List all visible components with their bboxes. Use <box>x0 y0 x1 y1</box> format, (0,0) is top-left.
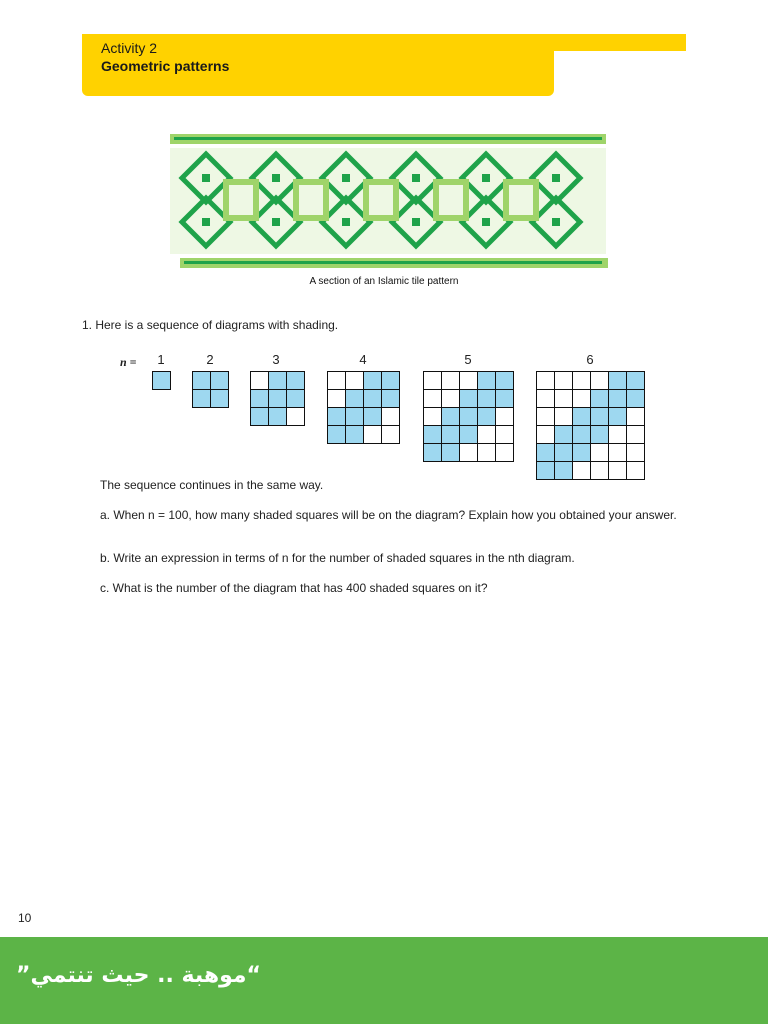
question-text: 1. Here is a sequence of diagrams with shading. <box>82 318 339 332</box>
shaded-square <box>250 389 269 408</box>
shaded-square <box>423 443 442 462</box>
part-c-text: c. What is the number of the diagram that has 400 shaded squares on it? <box>100 581 488 595</box>
unshaded-square <box>363 425 382 444</box>
shaded-square <box>381 371 400 390</box>
unshaded-square <box>381 425 400 444</box>
shaded-square <box>572 407 591 426</box>
n-label-text: n = <box>120 355 137 369</box>
activity-label: Activity 2 <box>101 40 158 56</box>
shaded-square <box>459 389 478 408</box>
part-a-text: a. When n = 100, how many shaded squares will be on the diagram? Explain how you obtained your answer. <box>100 508 677 522</box>
unshaded-square <box>423 389 442 408</box>
shaded-square <box>608 407 627 426</box>
shaded-square <box>459 407 478 426</box>
shaded-square <box>495 371 514 390</box>
unshaded-square <box>345 371 364 390</box>
unshaded-square <box>495 407 514 426</box>
unshaded-square <box>554 389 573 408</box>
unshaded-square <box>554 371 573 390</box>
shaded-square <box>286 389 305 408</box>
shaded-square <box>363 371 382 390</box>
unshaded-square <box>608 425 627 444</box>
shaded-square <box>477 371 496 390</box>
unshaded-square <box>477 443 496 462</box>
shaded-square <box>250 407 269 426</box>
shaded-square <box>536 461 555 480</box>
unshaded-square <box>536 371 555 390</box>
unshaded-square <box>423 371 442 390</box>
part-b-text: b. Write an expression in terms of n for the number of shaded squares in the nth diagram. <box>100 551 575 565</box>
footer-quote: “موهبة .. حيث تنتمي” <box>16 963 261 988</box>
shaded-square <box>441 425 460 444</box>
sequence-label-4: 4 <box>359 352 367 367</box>
unshaded-square <box>626 443 645 462</box>
shaded-square <box>590 425 609 444</box>
unshaded-square <box>459 371 478 390</box>
sequence-label-5: 5 <box>464 352 472 367</box>
shaded-square <box>441 407 460 426</box>
sequence-label-3: 3 <box>272 352 280 367</box>
shaded-square <box>327 425 346 444</box>
shaded-square <box>327 407 346 426</box>
shaded-square <box>210 389 229 408</box>
unshaded-square <box>536 389 555 408</box>
shaded-square <box>626 371 645 390</box>
unshaded-square <box>441 371 460 390</box>
shaded-square <box>286 371 305 390</box>
sequence-continues-text: The sequence continues in the same way. <box>100 478 324 492</box>
unshaded-square <box>626 461 645 480</box>
unshaded-square <box>590 371 609 390</box>
shaded-square <box>363 407 382 426</box>
unshaded-square <box>327 371 346 390</box>
unshaded-square <box>554 407 573 426</box>
shaded-square <box>152 371 171 390</box>
shaded-square <box>608 371 627 390</box>
shaded-square <box>554 461 573 480</box>
shaded-square <box>477 389 496 408</box>
sequence-label-6: 6 <box>586 352 594 367</box>
shaded-square <box>554 443 573 462</box>
unshaded-square <box>590 461 609 480</box>
unshaded-square <box>608 461 627 480</box>
unshaded-square <box>572 389 591 408</box>
sequence-label-2: 2 <box>206 352 214 367</box>
shaded-square <box>345 389 364 408</box>
shaded-square <box>536 443 555 462</box>
unshaded-square <box>286 407 305 426</box>
shaded-square <box>477 407 496 426</box>
unshaded-square <box>327 389 346 408</box>
unshaded-square <box>536 407 555 426</box>
shaded-square <box>572 443 591 462</box>
shaded-square <box>345 407 364 426</box>
unshaded-square <box>608 443 627 462</box>
unshaded-square <box>572 371 591 390</box>
shaded-square <box>268 371 287 390</box>
shaded-square <box>268 407 287 426</box>
page-number: 10 <box>18 911 32 925</box>
unshaded-square <box>572 461 591 480</box>
shaded-square <box>192 389 211 408</box>
unshaded-square <box>495 425 514 444</box>
shaded-square <box>554 425 573 444</box>
shaded-square <box>345 425 364 444</box>
unshaded-square <box>590 443 609 462</box>
shaded-square <box>423 425 442 444</box>
shaded-square <box>268 389 287 408</box>
unshaded-square <box>441 389 460 408</box>
n-label <box>120 355 137 370</box>
unshaded-square <box>423 407 442 426</box>
shaded-square <box>626 389 645 408</box>
figure-caption: A section of an Islamic tile pattern <box>309 276 459 287</box>
shaded-square <box>590 389 609 408</box>
shaded-square <box>572 425 591 444</box>
shaded-square <box>495 389 514 408</box>
islamic-tile-pattern-image <box>168 132 608 272</box>
unshaded-square <box>626 425 645 444</box>
sequence-label-1: 1 <box>157 352 165 367</box>
unshaded-square <box>536 425 555 444</box>
shaded-square <box>192 371 211 390</box>
unshaded-square <box>477 425 496 444</box>
shaded-square <box>441 443 460 462</box>
shaded-square <box>381 389 400 408</box>
unshaded-square <box>250 371 269 390</box>
shaded-square <box>363 389 382 408</box>
unshaded-square <box>495 443 514 462</box>
shaded-square <box>210 371 229 390</box>
shaded-square <box>608 389 627 408</box>
shaded-square <box>459 425 478 444</box>
unshaded-square <box>459 443 478 462</box>
unshaded-square <box>626 407 645 426</box>
shaded-square <box>590 407 609 426</box>
activity-title: Geometric patterns <box>101 58 230 74</box>
unshaded-square <box>381 407 400 426</box>
